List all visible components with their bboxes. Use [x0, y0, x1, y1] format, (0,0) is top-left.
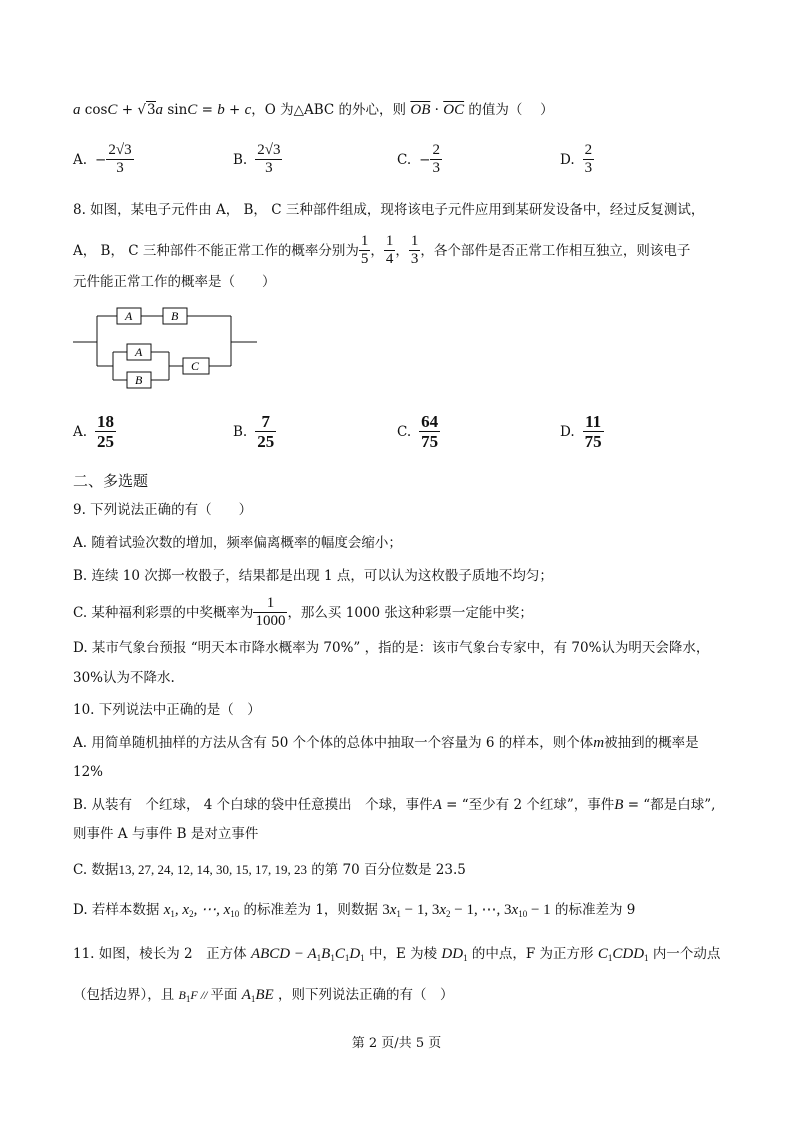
circuit-diagram — [73, 300, 263, 392]
q8-option-a: A. $\frac{18}{25}$ — [73, 412, 115, 451]
q10-option-b-line1: B. 从装有 个红球， 4 个白球的袋中任意摸出 个球，事件A = “至少有 2 个红球”，事件B = “都是白球”, — [73, 797, 716, 813]
q9-option-b: B. 连续 10 次掷一枚骰子，结果都是出现 1 点，可以认为这枚骰子质地不均匀； — [73, 568, 553, 584]
circuit-label-top-a: A — [125, 309, 133, 323]
circuit-label-c: C — [191, 359, 200, 373]
page-footer: 第 2 页/共 5 页 — [351, 1036, 442, 1051]
q9-option-d-line1: D. 某市气象台预报 “明天本市降水概率为 70%” ，指的是：该市气象台专家中，有 70%认为明天会降水， — [73, 640, 710, 656]
q10-option-d: D. 若样本数据 $x_1$, $x_2$, ⋯, $x_{10}$ 的标准差为 1，则数据 $3x_1 - 1$, $3x_2 - 1$, ⋯, $3x_{10} - 1$ 的标准差为 9 — [73, 902, 636, 919]
q7-option-b: B. $\frac{2√3}{3}$ — [233, 142, 281, 176]
q8-option-d: D. $\frac{11}{75}$ — [560, 412, 602, 451]
q9-option-a: A. 随着试验次数的增加，频率偏离概率的幅度会缩小； — [73, 535, 402, 551]
q9-option-d-line2: 30%认为不降水. — [73, 670, 175, 686]
q7-stem: a cosC + √3a sinC = b + c，O 为△ABC 的外心，则 $\overline{OB} \cdot \overline{OC}$ 的值为（ ） — [73, 102, 554, 118]
circuit-label-bot-a: A — [135, 345, 143, 359]
q8-line3: 元件能正常工作的概率是（ ） — [73, 274, 276, 290]
q8-option-b: B. $\frac{7}{25}$ — [233, 412, 275, 451]
q7-stem-end: 的值为（ ） — [464, 102, 554, 118]
q10-option-b-line2: 则事件 A 与事件 B 是对立事件 — [73, 826, 259, 842]
circuit-label-top-b: B — [171, 309, 179, 323]
q7-option-a: A. − $\frac{2√3}{3}$ — [73, 142, 132, 176]
q7-stem-tail: ，O 为△ABC 的外心，则 — [251, 102, 407, 118]
q11-line2: （包括边界），且 $B_1F$ // 平面 $A_1BE$ ，则下列说法正确的有（ ） — [73, 987, 454, 1004]
q11-line1: 11. 如图，棱长为 2 正方体 ABCD − $A_1B_1C_1D_1$ 中，E 为棱 $DD_1$ 的中点，F 为正方形 $C_1CDD_1$ 内一个动点 — [73, 946, 721, 963]
q8-option-c: C. $\frac{64}{75}$ — [397, 412, 439, 451]
q7-option-d: D. $\frac{2}{3}$ — [560, 142, 593, 176]
q9-stem: 9. 下列说法正确的有（ ） — [73, 502, 253, 518]
q10-option-c: C. 数据13, 27, 24, 12, 14, 30, 15, 17, 19, 23 的第 70 百分位数是 23.5 — [73, 862, 466, 878]
q10-option-a-line2: 12% — [73, 764, 104, 780]
circuit-label-bot-b: B — [135, 373, 143, 387]
q8-line1: 8. 如图，某电子元件由 A， B， C 三种部件组成，现将该电子元件应用到某研发设备中，经过反复测试， — [73, 202, 705, 218]
q8-line2: A， B， C 三种部件不能正常工作的概率分别为 $\frac{1}{5}$ ， $\frac{1}{4}$ ， $\frac{1}{3}$ ，各个部件是否正常工作相互独立，则该电子 — [73, 233, 691, 267]
q10-option-a-line1: A. 用简单随机抽样的方法从含有 50 个个体的总体中抽取一个容量为 6 的样本，则个体m被抽到的概率是 — [73, 735, 699, 751]
q9-option-c: C. 某种福利彩票的中奖概率为 $\frac{1}{1000}$ ，那么买 1000 张这种彩票一定能中奖； — [73, 595, 533, 629]
q7-option-c: C. − $\frac{2}{3}$ — [397, 142, 440, 176]
q10-stem: 10. 下列说法中正确的是（ ） — [73, 702, 261, 718]
section-heading: 二、多选题 — [73, 472, 149, 490]
